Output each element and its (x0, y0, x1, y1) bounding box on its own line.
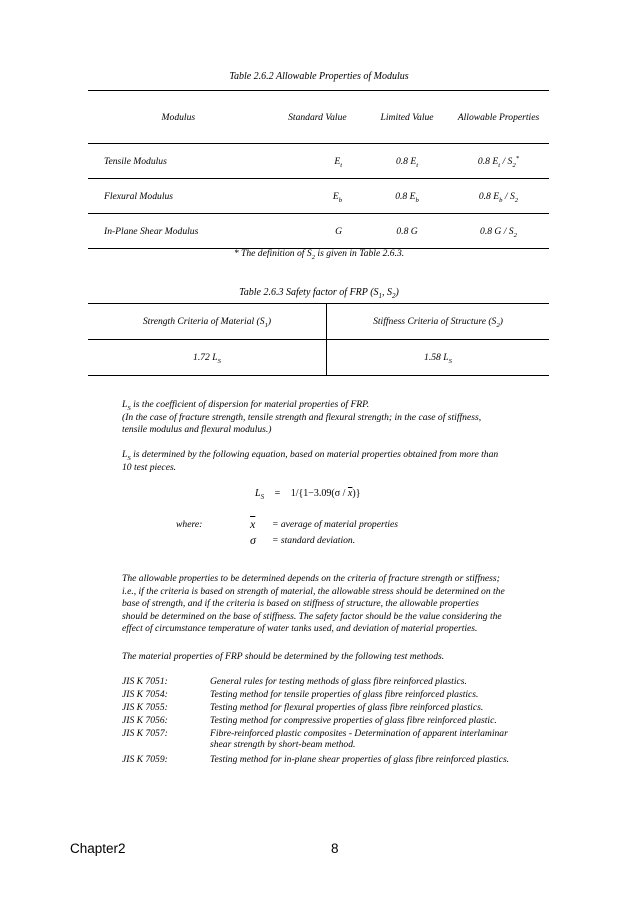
header-allowable-properties: Allowable Properties (448, 91, 549, 144)
footer-page-number: 8 (331, 841, 339, 856)
xbar-symbol: $\overline{x}$ (250, 517, 256, 531)
row-standard-value: G (269, 214, 366, 249)
where-label: where: (176, 519, 203, 530)
table-header-row (88, 304, 549, 340)
header-modulus: Modulus (88, 91, 269, 144)
row-limited-value: 0.8 G (366, 214, 448, 249)
table-row (88, 144, 549, 179)
row-allowable-value: 0.8 G / $S_2$ (448, 214, 549, 249)
header-stiffness-criteria: Stiffness Criteria of Structure $(S_2)$ (327, 304, 550, 340)
ls-determination: $L_S$ is determined by the following equation, based on material properties obtained from more than 10 test pieces. (122, 449, 499, 473)
row-limited-value: 0.8 $E_t$ (366, 144, 448, 179)
table1-footnote: * The definition of $S_2$ is given in Table 2.6.3. (233, 248, 405, 261)
list-item: JIS K 7056: Testing method for compressive properties of glass fibre reinforced plastic. (122, 715, 497, 726)
test-methods-intro: The material properties of FRP should be determined by the following test methods. (122, 651, 445, 662)
table1-caption: Table 2.6.2 Allowable Properties of Modulus (229, 71, 409, 82)
modulus-table (88, 90, 549, 249)
header-limited-value: Limited Value (366, 91, 448, 144)
footer-chapter: Chapter2 (70, 841, 126, 856)
row-modulus-name: Flexural Modulus (88, 179, 269, 214)
list-item: JIS K 7057: Fibre-reinforced plastic composites - Determination of apparent interlaminar shear strength by short-beam method. (122, 728, 508, 750)
ls-equation: $L_S = 1/\{1-3.09(\sigma / \overline{x})\}$ (255, 488, 361, 501)
row-allowable-value: 0.8 $E_b / S_2$ (448, 179, 549, 214)
table-row (88, 214, 549, 249)
row-limited-value: 0.8 $E_b$ (366, 179, 448, 214)
table-row (88, 340, 549, 376)
list-item: JIS K 7054: Testing method for tensile properties of glass fibre reinforced plastics. (122, 689, 479, 700)
safety-factor-table (88, 303, 549, 376)
sigma-definition: = standard deviation. (272, 535, 356, 546)
table-header-row (88, 91, 549, 144)
xbar-definition: = average of material properties (272, 519, 399, 530)
row-modulus-name: In-Plane Shear Modulus (88, 214, 269, 249)
list-item: JIS K 7059: Testing method for in-plane shear properties of glass fibre reinforced plastics. (122, 754, 510, 765)
list-item: JIS K 7051: General rules for testing methods of glass fibre reinforced plastics. (122, 676, 467, 687)
list-item: JIS K 7055: Testing method for flexural properties of glass fibre reinforced plastics. (122, 702, 484, 713)
sigma-symbol: σ (250, 533, 256, 547)
header-standard-value: Standard Value (269, 91, 366, 144)
row-allowable-value: 0.8 $E_t / S_2^*$ (448, 144, 549, 179)
header-strength-criteria: Strength Criteria of Material $(S_1)$ (88, 304, 327, 340)
table-row (88, 179, 549, 214)
table2-caption: Table 2.6.3 Safety factor of FRP ($S_1$, $S_2$) (239, 287, 399, 300)
row-modulus-name: Tensile Modulus (88, 144, 269, 179)
value-strength-factor: 1.72 $L_S$ (88, 340, 327, 376)
row-standard-value: $E_b$ (269, 179, 366, 214)
row-standard-value: $E_t$ (269, 144, 366, 179)
ls-definition: $L_S$ is the coefficient of dispersion for material properties of FRP. (In the case of fracture strength, tensile strength and flexural strength; in the case of stiffness, tensile modulus and flexural modulus.) (122, 399, 482, 435)
value-stiffness-factor: 1.58 $L_S$ (327, 340, 550, 376)
allowable-properties-paragraph: The allowable properties to be determined depends on the criteria of fracture strength or stiffness; i.e., if the criteria is based on strength of material, the allowable stress should be determined on the base of strength, and if the criteria is based on stiffness of structure, the allowable properties should be determined on the base of stiffness. The safety factor should be the value considering the effect of circumstance temperature of water tanks used, and deviation of material properties. (122, 573, 505, 634)
